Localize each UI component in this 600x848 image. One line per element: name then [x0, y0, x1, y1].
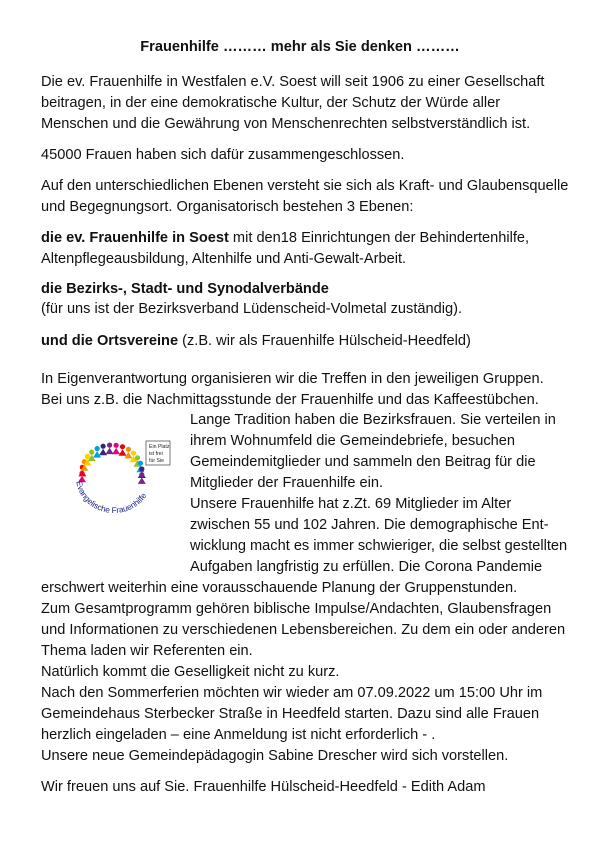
- indented-line: ihrem Wohnumfeld die Gemeindebriefe, besuchen: [190, 433, 516, 449]
- person-figure-head: [126, 447, 131, 452]
- person-figure-body: [112, 448, 120, 455]
- indented-line: Mitglieder der Frauenhilfe ein.: [190, 475, 384, 491]
- intro-line: Die ev. Frauenhilfe in Westfalen e.V. Soest will seit 1906 zu einer Gesellschaft: [41, 74, 545, 90]
- person-figure-head: [85, 454, 90, 459]
- members-paragraph: 45000 Frauen haben sich dafür zusammengeschlossen.: [41, 147, 405, 163]
- indented-line: Aufgaben langfristig zu erfüllen. Die Corona Pandemie: [190, 559, 543, 575]
- person-figure-head: [138, 461, 143, 466]
- bezirk-heading: [41, 279, 329, 299]
- groups-line: Bei uns z.B. die Nachmittagsstunde der Frauenhilfe und das Kaffeestübchen.: [41, 392, 539, 408]
- frauenhilfe-logo: [62, 437, 174, 527]
- soest-text: mit den18 Einrichtungen der Behindertenhilfe,: [228, 230, 530, 246]
- person-figure-head: [120, 444, 125, 449]
- indented-line: Unsere Frauenhilfe hat z.Zt. 69 Mitglieder im Alter: [190, 496, 512, 512]
- program-line: erschwert weiterhin eine vorausschauende Planung der Gruppenstunden.: [41, 580, 518, 596]
- orts-text: (z.B. wir als Frauenhilfe Hülscheid-Heedfeld): [178, 333, 471, 349]
- groups-line: In Eigenverantwortung organisieren wir die Treffen in den jeweiligen Gruppen.: [41, 371, 544, 387]
- person-figure-head: [135, 455, 140, 460]
- program-line: und Informationen zu verschiedenen Lebensbereichen. Zu dem ein oder anderen: [41, 622, 566, 638]
- program-line: herzlich eingeladen – eine Anmeldung ist nicht erforderlich - .: [41, 727, 436, 743]
- orts-line: [41, 331, 471, 351]
- person-figure-body: [119, 449, 127, 456]
- bezirk-line-2: (für uns ist der Bezirksverband Lüdenscheid-Volmetal zuständig).: [41, 301, 463, 317]
- orts-heading: und die Ortsvereine: [41, 333, 179, 349]
- person-figure-head: [89, 450, 94, 455]
- person-figure-body: [106, 448, 114, 455]
- indented-line: wicklung macht es immer schwieriger, die selbst gestellten: [190, 538, 568, 554]
- closing-line: Wir freuen uns auf Sie. Frauenhilfe Hülscheid-Heedfeld - Edith Adam: [41, 779, 486, 795]
- intro-line: Menschen und die Gewährung von Menschenrechten selbstverständlich ist.: [41, 116, 531, 132]
- soest-heading: die ev. Frauenhilfe in Soest: [41, 230, 229, 246]
- soest-line: [41, 228, 529, 248]
- indented-line: Lange Tradition haben die Bezirksfrauen. Sie verteilen in: [190, 412, 556, 428]
- bezirk-heading-text: die Bezirks-, Stadt- und Synodalverbände: [41, 281, 329, 297]
- person-figure-head: [131, 451, 136, 456]
- intro-line: beitragen, in der eine demokratische Kultur, der Schutz der Würde aller: [41, 95, 501, 111]
- logo-ring-text: Evangelische Frauenhilfe: [74, 480, 149, 516]
- levels-line: Auf den unterschiedlichen Ebenen versteht sie sich als Kraft- und Glaubensquelle: [41, 178, 569, 194]
- person-figure-head: [139, 472, 144, 477]
- people-ring-icon: [78, 443, 146, 484]
- person-figure-body: [138, 477, 146, 484]
- document-title: Frauenhilfe ……… mehr als Sie denken ………: [140, 39, 460, 55]
- program-line: Unsere neue Gemeindepädagogin Sabine Drescher wird sich vorstellen.: [41, 748, 509, 764]
- person-figure-head: [139, 466, 144, 471]
- indented-line: zwischen 55 und 102 Jahren. Die demographische Ent-: [190, 517, 549, 533]
- person-figure-head: [101, 444, 106, 449]
- indented-line: Gemeindemitglieder und sammeln den Beitrag für die: [190, 454, 536, 470]
- person-figure-head: [107, 443, 112, 448]
- program-line: Nach den Sommerferien möchten wir wieder am 07.09.2022 um 15:00 Uhr im: [41, 685, 543, 701]
- logo-box-text: Ein Platz ist frei für Sie: [149, 444, 170, 464]
- levels-line: und Begegnungsort. Organisatorisch bestehen 3 Ebenen:: [41, 199, 414, 215]
- program-line: Gemeindehaus Sterbecker Straße in Heedfeld starten. Dazu sind alle Frauen: [41, 706, 540, 722]
- soest-line-2: Altenpflegeausbildung, Altenhilfe und Anti-Gewalt-Arbeit.: [41, 251, 407, 267]
- program-line: Zum Gesamtprogramm gehören biblische Impulse/Andachten, Glaubensfragen: [41, 601, 552, 617]
- person-figure-head: [95, 446, 100, 451]
- person-figure-head: [114, 443, 119, 448]
- program-line: Natürlich kommt die Geselligkeit nicht zu kurz.: [41, 664, 340, 680]
- person-figure-body: [99, 449, 107, 456]
- program-line: Thema laden wir Referenten ein.: [41, 643, 253, 659]
